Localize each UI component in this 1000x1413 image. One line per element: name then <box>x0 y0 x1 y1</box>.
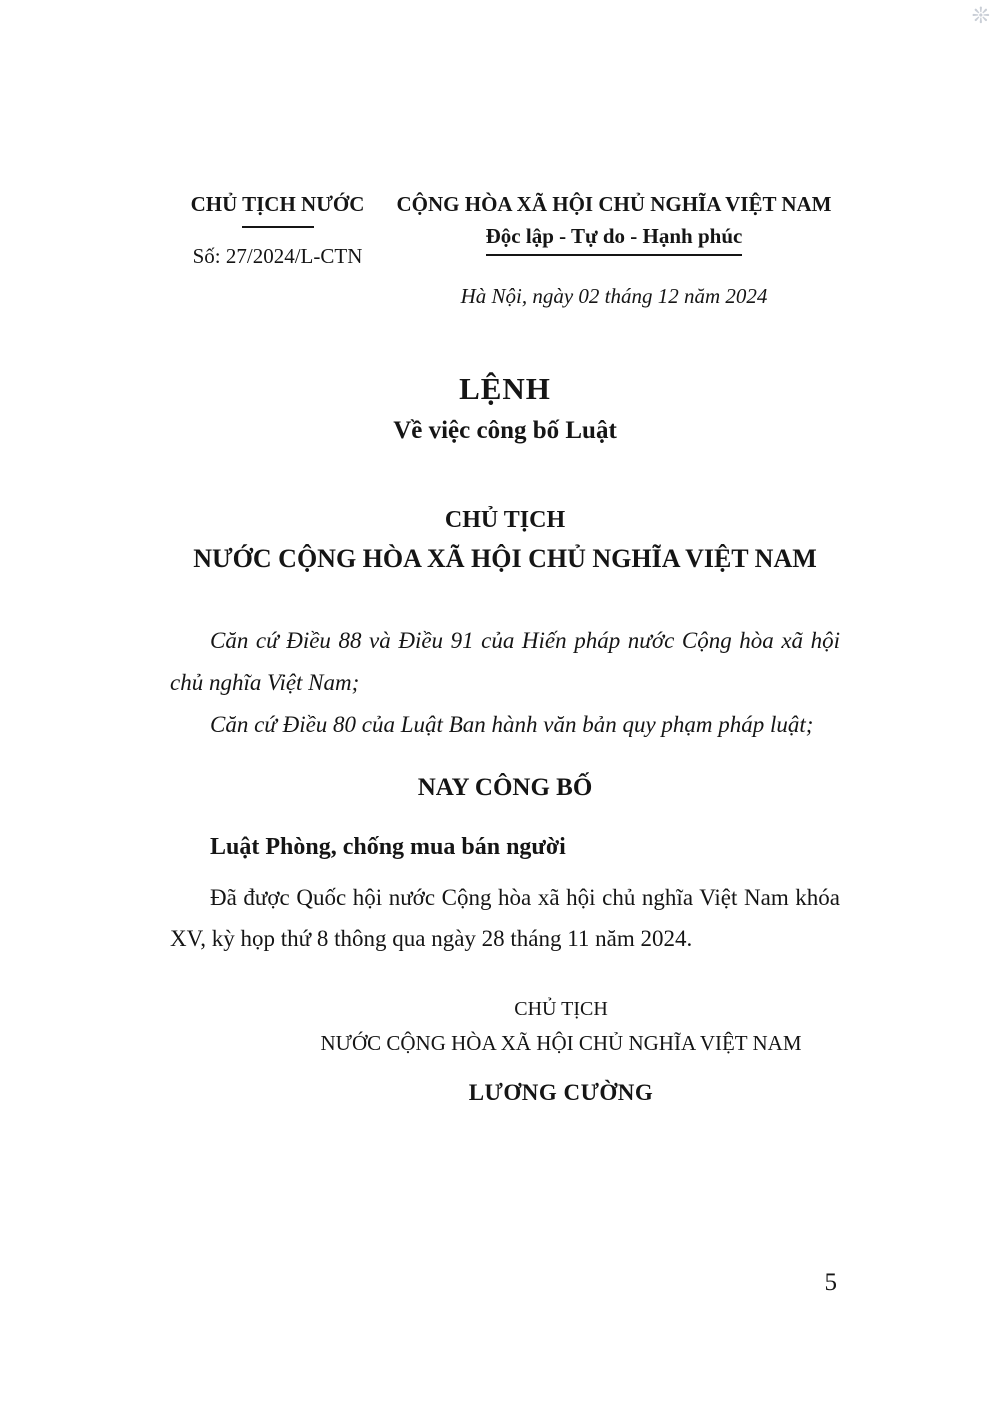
header-left-block <box>170 192 385 269</box>
document-header <box>170 192 840 309</box>
signature-title-line2: NƯỚC CỘNG HÒA XÃ HỘI CHỦ NGHĨA VIỆT NAM <box>320 1031 802 1056</box>
national-header: CỘNG HÒA XÃ HỘI CHỦ NGHĨA VIỆT NAM <box>396 192 832 216</box>
snowflake-icon: ❊ <box>971 4 990 29</box>
issuer-heading-line1: CHỦ TỊCH <box>444 507 566 533</box>
preamble-paragraph: Căn cứ Điều 80 của Luật Ban hành văn bản quy phạm pháp luật; <box>210 711 814 737</box>
national-motto: Độc lập - Tự do - Hạnh phúc <box>486 224 743 256</box>
preamble-paragraph: Căn cứ Điều 88 và Điều 91 của Hiến pháp nước Cộng hòa xã hội chủ nghĩa Việt Nam; <box>170 628 840 695</box>
order-subtitle: Về việc công bố Luật <box>393 417 617 444</box>
body-paragraph: Đã được Quốc hội nước Cộng hòa xã hội chủ nghĩa Việt Nam khóa XV, kỳ họp thứ 8 thông qua ngày 28 tháng 11 năm 2024. <box>170 884 840 952</box>
issuer-heading <box>170 507 840 574</box>
preamble-section <box>170 620 840 746</box>
law-title: Luật Phòng, chống mua bán người <box>210 833 566 860</box>
issuer-heading-line2: NƯỚC CỘNG HÒA XÃ HỘI CHỦ NGHĨA VIỆT NAM <box>193 544 817 573</box>
announcement-heading: NAY CÔNG BỐ <box>417 773 593 801</box>
order-title: LỆNH <box>459 371 551 406</box>
issuing-authority: CHỦ TỊCH NƯỚC <box>190 192 365 216</box>
page-number: 5 <box>824 1269 837 1296</box>
signatory-name: LƯƠNG CƯỜNG <box>468 1080 654 1106</box>
header-right-block <box>388 192 840 309</box>
signature-block <box>282 998 840 1106</box>
place-date-line: Hà Nội, ngày 02 tháng 12 năm 2024 <box>460 284 768 308</box>
header-divider <box>242 226 314 228</box>
document-number: Số: 27/2024/L-CTN <box>192 244 363 268</box>
signature-title-line1: CHỦ TỊCH <box>514 998 608 1021</box>
